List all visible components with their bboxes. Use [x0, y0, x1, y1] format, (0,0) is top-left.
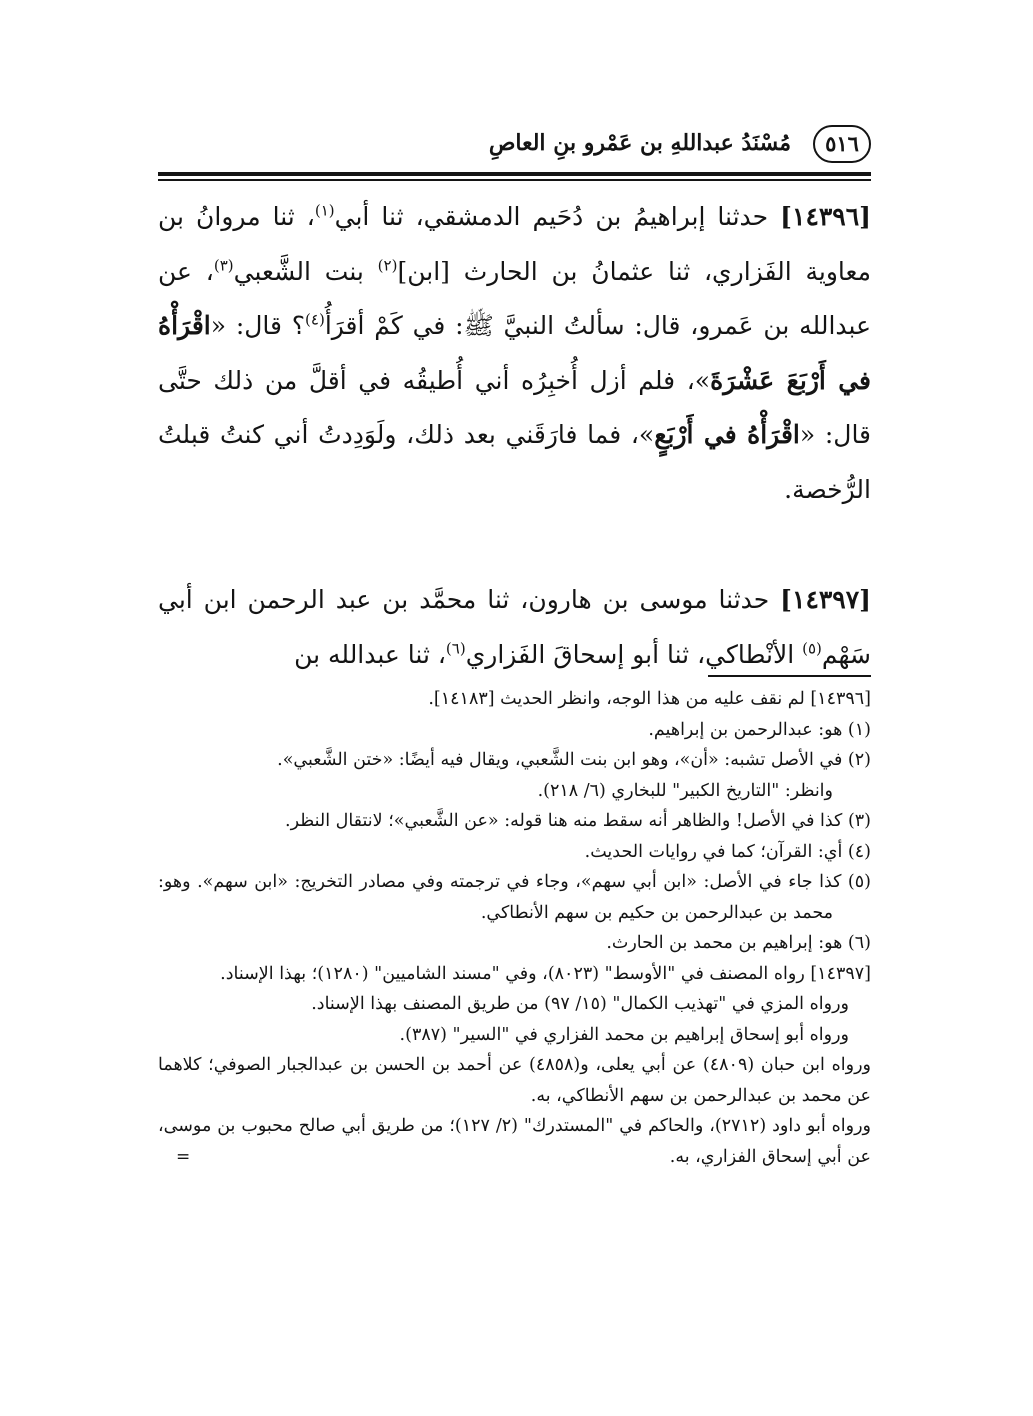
main-text: [158, 190, 871, 682]
footnote-marker: (٥): [802, 639, 822, 658]
footnotes: [158, 684, 871, 1172]
prophetic-quote: اقْرَأْهُ في أَرْبَعٍ: [654, 420, 800, 449]
footnote-text: ورواه أبو داود (٢٧١٢)، والحاكم في "المستدرك" (٢/ ١٢٧)؛ من طريق أبي صالح محبوب بن موسى، عن أبي إسحاق الفزاري، به.: [158, 1116, 871, 1167]
hadith-text: ، ثنا عبدالله بن: [294, 639, 446, 669]
header-rule-thick: [158, 172, 871, 176]
page-header: [158, 118, 871, 170]
header-rule-thin: [158, 179, 871, 181]
footnote-marker: (٦): [445, 639, 466, 658]
footnote-marker: (٤): [305, 310, 325, 329]
hadith-text: بنت الشَّعبي: [233, 256, 378, 286]
page-number-badge: ٥١٦: [813, 125, 871, 163]
hadith-text: حدثنا إبراهيمُ بن دُحَيم الدمشقي، ثنا أبي: [334, 202, 781, 231]
footnote-separator: [708, 675, 871, 677]
footnote-marker: (٣): [213, 256, 234, 275]
hadith-text: ؟ قال: «: [210, 311, 306, 340]
footnote-2-cont: وانظر: "التاريخ الكبير" للبخاري (٦/ ٢١٨).: [537, 780, 833, 801]
hadith-14397: [158, 573, 871, 682]
hadith-text: ، عن عبدالله بن عَمرو، قال: سألتُ النبيَّ ﷺ: في كَمْ أقرَأُ: [158, 256, 871, 340]
footnote-14397: [١٤٣٩٧] رواه المصنف في "الأوسط" (٨٠٢٣)، وفي "مسند الشاميين" (١٢٨٠)؛ بهذا الإسناد.: [220, 963, 871, 984]
continuation-mark: =: [176, 1146, 191, 1167]
hadith-14396: [158, 190, 871, 517]
hadith-number: [١٤٣٩٦]: [780, 202, 871, 231]
prophetic-quote: اقْرَأْهُ في أَرْبَعَ عَشْرَةَ: [158, 311, 872, 395]
footnote-1: (١) هو: عبدالرحمن بن إبراهيم.: [648, 719, 871, 740]
footnote-2: (٢) في الأصل تشبه: «أن»، وهو ابن بنت الشَّعبي، ويقال فيه أيضًا: «ختن الشَّعبي».: [277, 750, 871, 770]
footnote-marker: (١): [314, 201, 335, 220]
hadith-text: »، فلم أزل أُخبِرُه أني أُطيقُه في أقلَّ من ذلك حتَّى قال: «: [158, 365, 872, 449]
hadith-text: حدثنا موسى بن هارون، ثنا محمَّد بن عبد الرحمن ابن أبي سَهْم: [158, 585, 871, 669]
footnote-4: (٤) أي: القرآن؛ كما في روايات الحديث.: [584, 841, 871, 862]
hadith-text: ، ثنا مروانُ بن معاوية الفَزاري، ثنا عثمانُ بن الحارث [ابن]: [158, 202, 871, 286]
hadith-text: »، فما فارَقَني بعد ذلك، ولَوَدِدتُ أني كنتُ قبلتُ الرُّخصة.: [158, 420, 871, 504]
hadith-number: [١٤٣٩٧]: [780, 585, 871, 614]
running-title: مُسْنَدُ عبداللهِ بن عَمْرو بنِ العاصِ: [488, 130, 791, 156]
footnote-5: (٥) كذا جاء في الأصل: «ابن أبي سهم»، وجاء في ترجمته وفي مصادر التخريج: «ابن سهم». وهو: محمد بن عبدالرحمن بن حكيم بن سهم الأنطاكي.: [158, 872, 871, 923]
footnote-14397-line: ورواه ابن حبان (٤٨٠٩) عن أبي يعلى، و(٤٨٥٨) عن أحمد بن الحسن بن عبدالجبار الصوفي؛ كلاهما عن محمد بن عبدالرحمن بن سهم الأنطاكي، به.: [158, 1055, 871, 1106]
footnote-14397-line: [158, 1111, 871, 1172]
footnote-3: (٣) كذا في الأصل! والظاهر أنه سقط منه هنا قوله: «عن الشَّعبي»؛ لانتقال النظر.: [285, 811, 871, 831]
hadith-text: الأنْطاكي، ثنا أبو إسحاقَ الفَزاري: [465, 639, 803, 669]
footnote-14396: [١٤٣٩٦] لم نقف عليه من هذا الوجه، وانظر الحديث [١٤١٨٣].: [428, 689, 871, 709]
footnote-14397-line: ورواه أبو إسحاق إبراهيم بن محمد الفزاري في "السير" (٣٨٧).: [399, 1024, 849, 1045]
footnote-marker: (٢): [377, 256, 398, 275]
footnote-6: (٦) هو: إبراهيم بن محمد بن الحارث.: [606, 933, 871, 953]
footnote-14397-line: ورواه المزي في "تهذيب الكمال" (١٥/ ٩٧) من طريق المصنف بهذا الإسناد.: [311, 994, 849, 1014]
